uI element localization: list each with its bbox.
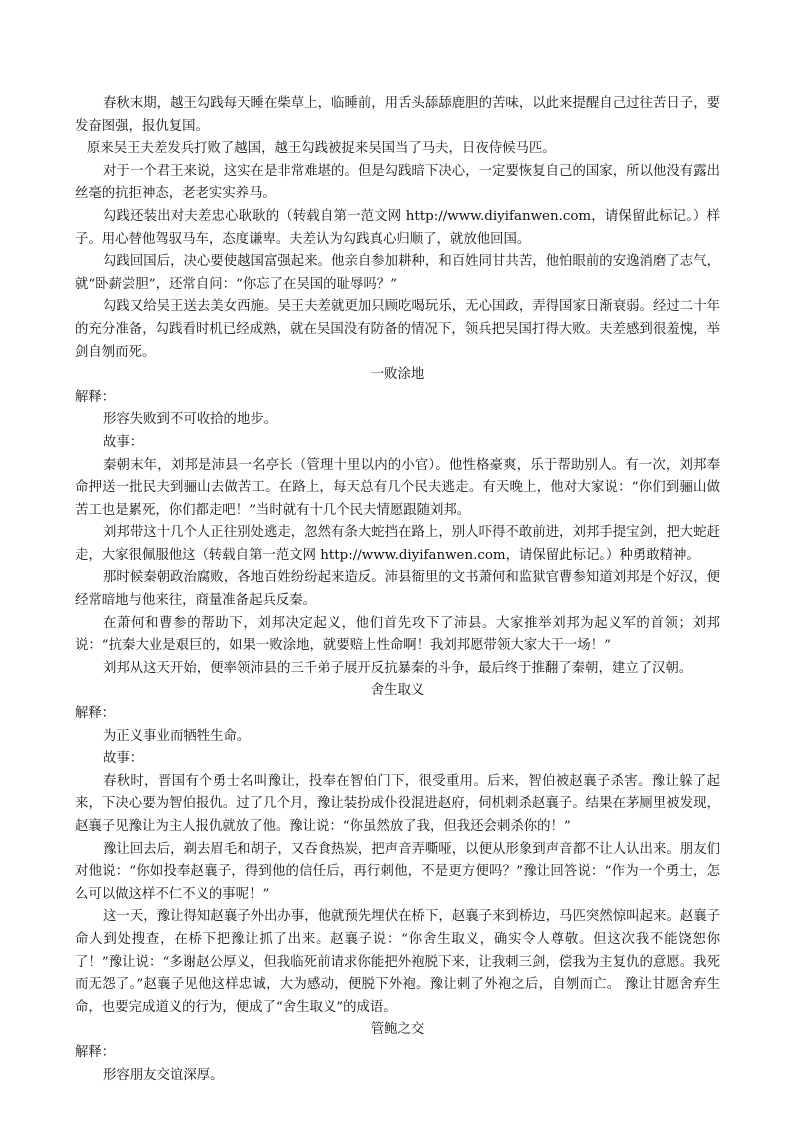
paragraph: 这一天，豫让得知赵襄子外出办事，他就预先埋伏在桥下，赵襄子来到桥边，马匹突然惊叫起来。赵襄子命人到处搜查，在桥下把豫让抓了出来。赵襄子说：“你舍生取义，确实令人尊敬。但这次我不能饶恕你了！”豫让说：“多谢赵公厚义，但我临死前请求你能把外袍脱下来，让我刺三剑，偿我为主复仇的意愿。我死而无怨了。”赵襄子见他这样忠诚，大为感动，便脱下外袍。豫让刺了外袍之后，自刎而亡。 豫让甘愿舍弃生命，也要完成道义的行为，便成了“舍生取义”的成语。: [75, 909, 720, 1015]
explain-label: 解释：: [75, 1044, 116, 1060]
paragraph: 对于一个君王来说，这实在是非常难堪的。但是勾践暗下决心，一定要恢复自己的国家，所以他没有露出丝毫的抗拒神态，老老实实养马。: [75, 163, 720, 202]
paragraph: 勾践还装出对夫差忠心耿耿的（转载自第一范文网 http://www.diyifanwen.com，请保留此标记。）样子。用心替他驾驭马车，态度谦卑。夫差认为勾践真心归顺了，就放他回国。: [75, 208, 720, 247]
explain-text: 形容朋友交谊深厚。: [103, 1067, 224, 1083]
story-label: 故事：: [103, 751, 144, 767]
paragraph: 勾践又给吴王送去美女西施。吴王夫差就更加只顾吃喝玩乐，无心国政，弄得国家日渐衰弱。经过二十年的充分准备，勾践看时机已经成熟，就在吴国没有防备的情况下，领兵把吴国打得大败。夫差感到很羞愧，举剑自刎而死。: [75, 299, 720, 360]
paragraph: 那时候秦朝政治腐败，各地百姓纷纷起来造反。沛县衙里的文书萧何和监狱官曹参知道刘邦是个好汉，便经常暗地与他来往，商量准备起兵反秦。: [75, 570, 720, 609]
paragraph: 在萧何和曹参的帮助下，刘邦决定起义，他们首先攻下了沛县。大家推举刘邦为起义军的首领；刘邦说：“抗秦大业是艰巨的，如果一败涂地，就要赔上性命啊！我刘邦愿带领大家大干一场！”: [75, 615, 720, 654]
document-page: [75, 93, 720, 1087]
paragraph: 勾践回国后，决心要使越国富强起来。他亲自参加耕种，和百姓同甘共苦，他怕眼前的安逸消磨了志气，就“卧薪尝胆”，还常自问：“你忘了在吴国的耻辱吗？”: [75, 254, 720, 292]
idiom-title: 一败涂地: [370, 367, 425, 383]
paragraph: 秦朝末年，刘邦是沛县一名亭长（管理十里以内的小官）。他性格豪爽，乐于帮助别人。有一次，刘邦奉命押送一批民夫到骊山去做苦工。在路上，每天总有几个民夫逃走。有天晚上，他对大家说：“你们到骊山做苦工也是累死，你们都走吧！”当时就有十几个民夫情愿跟随刘邦。: [75, 457, 720, 518]
paragraph: 刘邦从这天开始，便率领沛县的三千弟子展开反抗暴秦的斗争，最后终于推翻了秦朝，建立了汉朝。: [103, 660, 693, 676]
idiom-title: 舍生取义: [370, 683, 425, 699]
explain-label: 解释：: [75, 706, 116, 722]
paragraph: 春秋时，晋国有个勇士名叫豫让，投奉在智伯门下，很受重用。后来，智伯被赵襄子杀害。豫让躲了起来，下决心要为智伯报仇。过了几个月，豫让装扮成仆役混进赵府，伺机刺杀赵襄子。结果在茅厕里被发现，赵襄子见豫让为主人报仇就放了他。豫让说：“你虽然放了我，但我还会刺杀你的！”: [75, 773, 720, 834]
explain-text: 为正义事业而牺牲生命。: [103, 728, 251, 744]
idiom-title: 管鲍之交: [370, 1022, 425, 1038]
paragraph: 原来吴王夫差发兵打败了越国，越王勾践被捉来吴国当了马夫，日夜侍候马匹。: [87, 141, 556, 157]
paragraph: 春秋末期，越王勾践每天睡在柴草上，临睡前，用舌头舔舔鹿胆的苦味，以此来提醒自己过往苦日子，要发奋图强，报仇复国。: [75, 96, 720, 134]
explain-text: 形容失败到不可收拾的地步。: [103, 412, 278, 428]
explain-label: 解释：: [75, 389, 116, 405]
paragraph: 豫让回去后，剃去眉毛和胡子，又吞食热炭，把声音弄嘶哑，以便从形象到声音都不让人认出来。朋友们对他说：“你如投奉赵襄子，得到他的信任后，再行刺他，不是更方便吗？”豫让回答说：“作为一个勇士，怎么可以做这样不仁不义的事呢！”: [75, 841, 720, 902]
paragraph: 刘邦带这十几个人正往别处逃走，忽然有条大蛇挡在路上，别人吓得不敢前进，刘邦手提宝剑，把大蛇赶走，大家很佩服他这（转载自第一范文网 http://www.diyifanwen.com，请保留此标记。）种勇敢精神。: [75, 525, 720, 563]
story-label: 故事：: [103, 434, 144, 450]
